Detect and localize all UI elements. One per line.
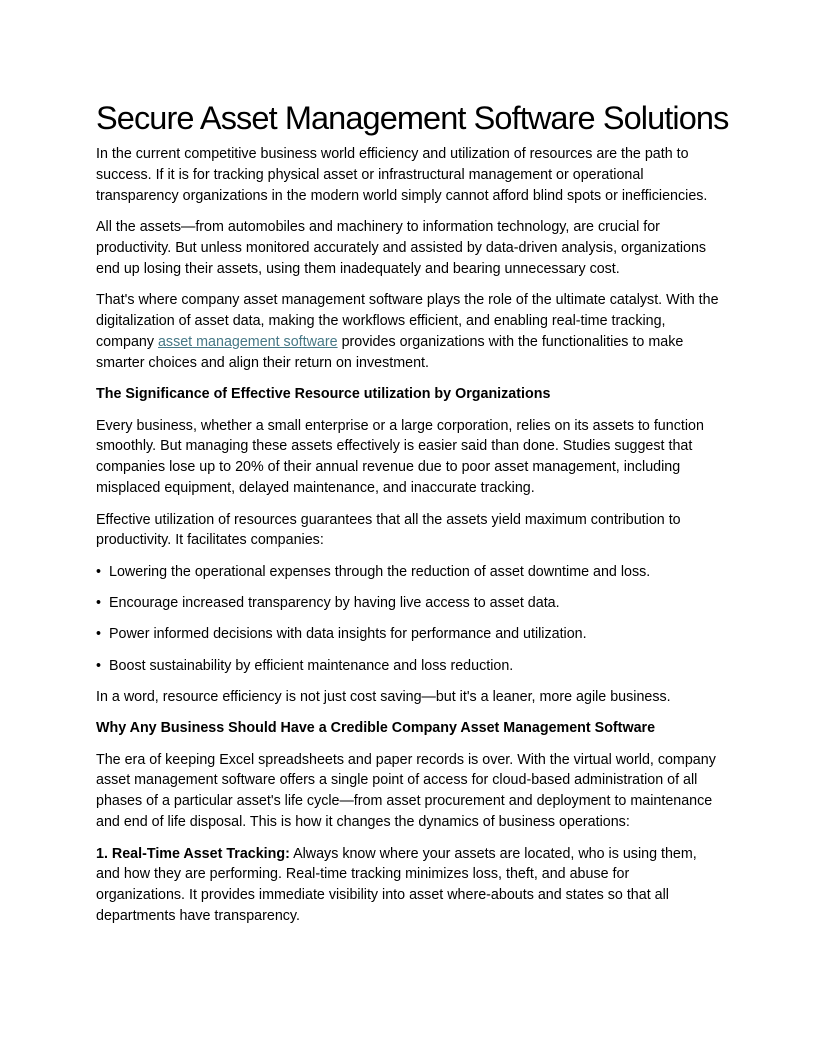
asset-management-software-link[interactable]: asset management software [157,334,338,351]
feature-label: 1. Real-Time Asset Tracking: [96,845,290,862]
bullet-icon: • [96,657,102,674]
bullet-icon: • [96,595,102,612]
intro-paragraph-3 [96,290,720,374]
list-item-text: Boost sustainability by efficient maintenance and loss reduction. [109,657,514,674]
list-item [96,656,720,677]
list-item-text: Encourage increased transparency by having live access to asset data. [109,595,560,612]
document-title: Secure Asset Management Software Solutions [96,100,729,136]
list-item [96,624,720,645]
feature-real-time-tracking [96,844,720,928]
list-item-text: Power informed decisions with data insights for performance and utilization. [109,626,587,643]
benefits-list [96,562,720,677]
section-heading-significance: The Significance of Effective Resource utilization by Organizations [96,386,551,403]
intro-paragraph-3-end: provides organizations with the functionalities to make smarter choices and align their return on investment. [96,334,684,371]
list-item-text: Lowering the operational expenses through the reduction of asset downtime and loss. [109,563,651,580]
feature-text: Always know where your assets are located, who is using them, and how they are performing. Real-time tracking minimizes loss, theft, and abuse for organizations. It provides immediate visibility into asset where-abouts and states so that all departments have transparency. [96,845,697,925]
intro-paragraph-2: All the assets—from automobiles and machinery to information technology, are crucial for productivity. But unless monitored accurately and assisted by data-driven analysis, organizations end up losing their assets, using them inadequately and bearing unnecessary cost. [96,219,707,277]
intro-paragraph-1: In the current competitive business world efficiency and utilization of resources are the path to success. If it is for tracking physical asset or infrastructural management or operational transparency organizations in the modern world simply cannot afford blind spots or inefficiencies. [96,146,708,204]
list-item [96,562,720,583]
significance-paragraph-2: Effective utilization of resources guarantees that all the assets yield maximum contribution to productivity. It facilitates companies: [96,511,681,549]
why-software-paragraph-1: The era of keeping Excel spreadsheets and paper records is over. With the virtual world, company asset management software offers a single point of access for cloud-based administration of all phases of a particular asset's life cycle—from asset procurement and deployment to maintenance and end of life disposal. This is how it changes the dynamics of business operations: [96,751,716,831]
bullet-icon: • [96,626,102,643]
list-item [96,593,720,614]
section-heading-why-software: Why Any Business Should Have a Credible Company Asset Management Software [96,720,656,737]
significance-paragraph-1: Every business, whether a small enterprise or a large corporation, relies on its assets to function smoothly. But managing these assets effectively is easier said than done. Studies suggest that companies lose up to 20% of their annual revenue due to poor asset management, including misplaced equipment, delayed maintenance, and inaccurate tracking. [96,417,704,497]
significance-summary: In a word, resource efficiency is not just cost saving—but it's a leaner, more agile business. [96,688,671,705]
bullet-icon: • [96,563,102,580]
intro-paragraph-3-start: That's where company asset management software plays the role of the ultimate catalyst. With the digitalization of asset data, making the workflows efficient, and enabling real-time tracking, company [96,292,719,351]
